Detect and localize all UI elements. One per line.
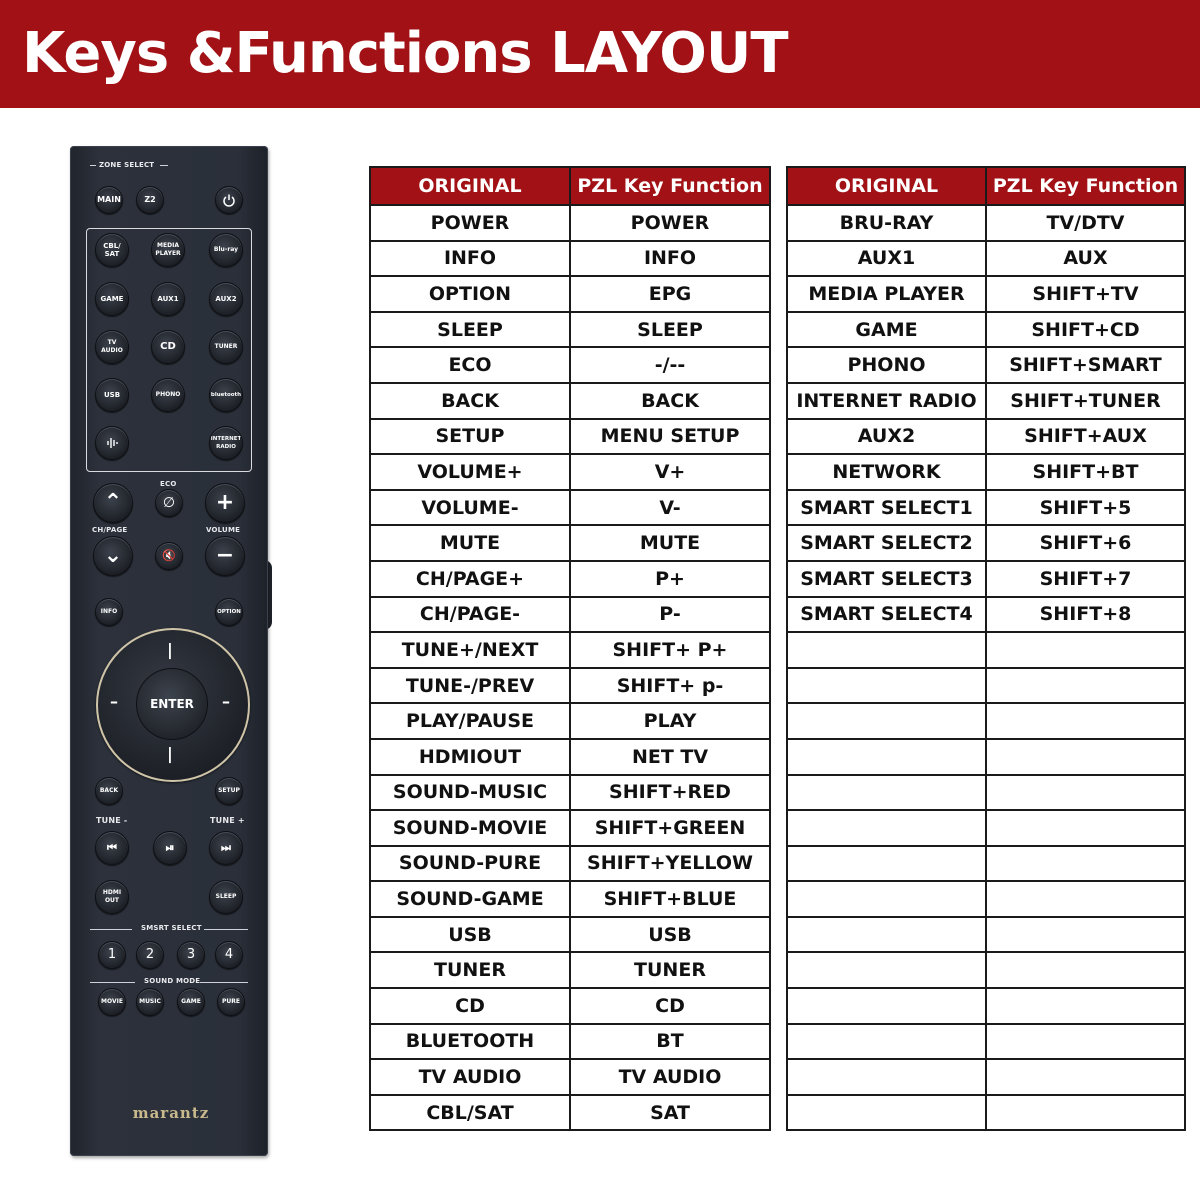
table-row [370, 312, 770, 348]
music-button[interactable]: MUSIC [136, 988, 164, 1016]
media-player-button[interactable]: MEDIA PLAYER [151, 233, 185, 267]
play-pause-icon: ⏯ [165, 841, 175, 854]
original-key-cell [787, 1059, 986, 1095]
original-key-cell: SOUND-MUSIC [370, 775, 570, 811]
pzl-function-cell [986, 810, 1185, 846]
pzl-function-cell: EPG [570, 276, 770, 312]
table-row [787, 703, 1185, 739]
original-key-cell [787, 988, 986, 1024]
original-key-cell: BLUETOOTH [370, 1024, 570, 1060]
sound-mode-line-left [90, 982, 135, 983]
pzl-function-cell: AUX [986, 241, 1185, 277]
smart-select-label: SMSRT SELECT [141, 924, 202, 932]
pzl-function-cell: SHIFT+ p- [570, 668, 770, 704]
pzl-function-cell: SHIFT+7 [986, 561, 1185, 597]
original-key-cell: SOUND-GAME [370, 881, 570, 917]
original-key-cell: BRU-RAY [787, 205, 986, 241]
pzl-function-cell: V+ [570, 454, 770, 490]
skip-back-icon: ⏮ [107, 841, 117, 854]
chevron-down-icon: ⌄ [103, 543, 123, 568]
table-row [370, 1059, 770, 1095]
pzl-function-cell: MUTE [570, 525, 770, 561]
original-key-cell [787, 668, 986, 704]
ch-page-label: CH/PAGE [92, 526, 128, 534]
zone-select-line-right [160, 165, 168, 166]
main-button[interactable]: MAIN [95, 186, 123, 214]
ch-page-down-button[interactable] [93, 536, 133, 576]
dpad-up[interactable]: | [167, 640, 173, 659]
table-row [370, 383, 770, 419]
table-row [370, 881, 770, 917]
table-body-left [370, 205, 770, 1130]
mute-button[interactable] [155, 542, 183, 570]
original-key-cell: TV AUDIO [370, 1059, 570, 1095]
back-button[interactable]: BACK [95, 777, 123, 805]
eco-label: ECO [160, 480, 177, 488]
table-row [787, 988, 1185, 1024]
pzl-function-cell: POWER [570, 205, 770, 241]
original-key-cell: USB [370, 917, 570, 953]
original-key-cell [787, 739, 986, 775]
pzl-function-cell: SHIFT+6 [986, 525, 1185, 561]
key-map-table-right [786, 166, 1186, 1131]
table-row [370, 241, 770, 277]
original-key-cell [787, 881, 986, 917]
table-row [787, 810, 1185, 846]
pzl-function-cell: P+ [570, 561, 770, 597]
tv-audio-button[interactable]: TV AUDIO [95, 330, 129, 364]
setup-button[interactable]: SETUP [215, 777, 243, 805]
previous-button[interactable] [95, 831, 129, 865]
pzl-function-cell [986, 917, 1185, 953]
pzl-function-cell [986, 846, 1185, 882]
table-row [787, 347, 1185, 383]
original-key-cell: GAME [787, 312, 986, 348]
original-key-cell: AUX2 [787, 419, 986, 455]
table-row [787, 739, 1185, 775]
table-row [787, 775, 1185, 811]
pzl-function-cell [986, 988, 1185, 1024]
table-row [787, 1095, 1185, 1131]
leaf-icon: ∅ [162, 495, 176, 511]
power-button[interactable] [215, 186, 243, 214]
page-title: Keys &Functions LAYOUT [22, 21, 788, 86]
pzl-function-cell: PLAY [570, 703, 770, 739]
pzl-function-cell: SHIFT+TV [986, 276, 1185, 312]
table-row [787, 1059, 1185, 1095]
play-pause-button[interactable] [153, 831, 187, 865]
table-row [787, 1024, 1185, 1060]
table-row [787, 632, 1185, 668]
table-row [370, 347, 770, 383]
original-key-cell: INTERNET RADIO [787, 383, 986, 419]
original-key-cell [787, 632, 986, 668]
hdmi-out-button[interactable]: HDMI OUT [95, 880, 129, 914]
sleep-button[interactable]: SLEEP [209, 880, 243, 914]
table-row [370, 739, 770, 775]
pzl-function-cell: USB [570, 917, 770, 953]
pzl-function-cell: SHIFT+GREEN [570, 810, 770, 846]
z2-button[interactable]: Z2 [136, 186, 164, 214]
pzl-function-cell: P- [570, 597, 770, 633]
pzl-function-cell: SHIFT+5 [986, 490, 1185, 526]
original-key-cell: SMART SELECT1 [787, 490, 986, 526]
original-key-cell [787, 775, 986, 811]
aux1-button[interactable]: AUX1 [151, 282, 185, 316]
smart-select-line-left [90, 929, 132, 930]
table-row [787, 561, 1185, 597]
original-key-cell [787, 846, 986, 882]
original-key-cell: CH/PAGE+ [370, 561, 570, 597]
pzl-function-cell: SHIFT+YELLOW [570, 846, 770, 882]
blu-ray-button[interactable]: Blu-ray [209, 233, 243, 267]
table-row [787, 383, 1185, 419]
smart-select-3-button[interactable]: 3 [177, 941, 205, 969]
zone-select-label: ZONE SELECT [99, 161, 155, 169]
pzl-function-cell: BACK [570, 383, 770, 419]
volume-down-button[interactable] [205, 536, 245, 576]
original-key-cell: NETWORK [787, 454, 986, 490]
table-row [370, 917, 770, 953]
pzl-function-cell: SHIFT+RED [570, 775, 770, 811]
sound-mode-line-right [200, 982, 248, 983]
pzl-function-cell [986, 1024, 1185, 1060]
table-body-right [787, 205, 1185, 1130]
original-key-cell: POWER [370, 205, 570, 241]
volume-label: VOLUME [206, 526, 241, 534]
pzl-function-cell: SLEEP [570, 312, 770, 348]
original-key-cell: TUNER [370, 952, 570, 988]
dpad-left[interactable]: – [110, 692, 118, 711]
pzl-function-cell: SHIFT+BT [986, 454, 1185, 490]
original-key-cell: TUNE-/PREV [370, 668, 570, 704]
game-button[interactable]: GAME [95, 282, 129, 316]
original-key-cell: SLEEP [370, 312, 570, 348]
chevron-up-icon: ⌃ [103, 490, 123, 515]
pzl-function-cell: BT [570, 1024, 770, 1060]
heos-icon [104, 435, 120, 451]
pzl-function-cell: TV/DTV [986, 205, 1185, 241]
pzl-function-cell: TV AUDIO [570, 1059, 770, 1095]
option-button[interactable]: OPTION [215, 598, 243, 626]
smart-select-2-button[interactable]: 2 [136, 941, 164, 969]
column-header-original: ORIGINAL [370, 167, 570, 205]
original-key-cell [787, 703, 986, 739]
table-row [787, 490, 1185, 526]
table-row [787, 454, 1185, 490]
table-row [370, 454, 770, 490]
original-key-cell: SOUND-PURE [370, 846, 570, 882]
movie-button[interactable]: MOVIE [98, 988, 126, 1016]
original-key-cell: SOUND-MOVIE [370, 810, 570, 846]
pzl-function-cell [986, 739, 1185, 775]
table-row [787, 241, 1185, 277]
original-key-cell: HDMIOUT [370, 739, 570, 775]
table-row [787, 881, 1185, 917]
table-row [370, 775, 770, 811]
tune-minus-label: TUNE - [96, 816, 128, 825]
info-button[interactable]: INFO [95, 598, 123, 626]
pzl-function-cell: SHIFT+CD [986, 312, 1185, 348]
internet-radio-button[interactable]: INTERNET RADIO [209, 426, 243, 460]
original-key-cell [787, 810, 986, 846]
game-mode-button[interactable]: GAME [177, 988, 205, 1016]
original-key-cell: AUX1 [787, 241, 986, 277]
table-row [370, 276, 770, 312]
brand-logo: marantz [132, 1104, 210, 1122]
original-key-cell: VOLUME+ [370, 454, 570, 490]
usb-button[interactable]: USB [95, 378, 129, 412]
table-row [787, 597, 1185, 633]
table-row [787, 205, 1185, 241]
original-key-cell: BACK [370, 383, 570, 419]
pzl-function-cell: V- [570, 490, 770, 526]
original-key-cell: SMART SELECT2 [787, 525, 986, 561]
tune-plus-label: TUNE + [210, 816, 245, 825]
table-row [370, 668, 770, 704]
aux2-button[interactable]: AUX2 [209, 282, 243, 316]
pzl-function-cell [986, 703, 1185, 739]
table-row [370, 205, 770, 241]
ch-page-up-button[interactable] [93, 483, 133, 523]
pzl-function-cell [986, 1095, 1185, 1131]
cbl-sat-button[interactable]: CBL/ SAT [95, 233, 129, 267]
original-key-cell: CBL/SAT [370, 1095, 570, 1131]
minus-icon: − [215, 543, 235, 568]
original-key-cell: VOLUME- [370, 490, 570, 526]
pzl-function-cell: SHIFT+AUX [986, 419, 1185, 455]
table-row [787, 419, 1185, 455]
table-row [787, 917, 1185, 953]
pure-button[interactable]: PURE [217, 988, 245, 1016]
original-key-cell: SMART SELECT4 [787, 597, 986, 633]
table-row [370, 988, 770, 1024]
dpad-right[interactable]: – [222, 692, 230, 711]
heos-button[interactable] [95, 426, 129, 460]
pzl-function-cell [986, 952, 1185, 988]
original-key-cell: PHONO [787, 347, 986, 383]
table-row [787, 276, 1185, 312]
pzl-function-cell [986, 1059, 1185, 1095]
sound-mode-label: SOUND MODE [144, 977, 201, 985]
original-key-cell: SMART SELECT3 [787, 561, 986, 597]
table-row [370, 846, 770, 882]
pzl-function-cell [986, 632, 1185, 668]
smart-select-4-button[interactable]: 4 [215, 941, 243, 969]
cd-button[interactable]: CD [151, 330, 185, 364]
table-row [787, 312, 1185, 348]
table-row [370, 1024, 770, 1060]
pzl-function-cell: SHIFT+TUNER [986, 383, 1185, 419]
power-icon [222, 193, 236, 207]
tuner-button[interactable]: TUNER [209, 330, 243, 364]
volume-up-button[interactable] [205, 483, 245, 523]
table-row [370, 1095, 770, 1131]
table-row [370, 810, 770, 846]
original-key-cell: ECO [370, 347, 570, 383]
pzl-function-cell: MENU SETUP [570, 419, 770, 455]
original-key-cell [787, 917, 986, 953]
column-header-original: ORIGINAL [787, 167, 986, 205]
original-key-cell: OPTION [370, 276, 570, 312]
pzl-function-cell: INFO [570, 241, 770, 277]
original-key-cell: TUNE+/NEXT [370, 632, 570, 668]
table-row [370, 419, 770, 455]
column-header-pzl-function: PZL Key Function [570, 167, 770, 205]
skip-forward-icon: ⏭ [221, 841, 231, 854]
table-row [370, 952, 770, 988]
original-key-cell: MEDIA PLAYER [787, 276, 986, 312]
table-row [370, 525, 770, 561]
zone-select-line-left [90, 165, 96, 166]
original-key-cell [787, 1024, 986, 1060]
mute-icon: 🔇 [162, 549, 176, 562]
table-row [370, 597, 770, 633]
original-key-cell: CH/PAGE- [370, 597, 570, 633]
column-header-pzl-function: PZL Key Function [986, 167, 1185, 205]
table-row [787, 846, 1185, 882]
original-key-cell: INFO [370, 241, 570, 277]
original-key-cell: MUTE [370, 525, 570, 561]
pzl-function-cell: TUNER [570, 952, 770, 988]
pzl-function-cell: SAT [570, 1095, 770, 1131]
pzl-function-cell: SHIFT+ P+ [570, 632, 770, 668]
pzl-function-cell: NET TV [570, 739, 770, 775]
table-row [370, 703, 770, 739]
original-key-cell: SETUP [370, 419, 570, 455]
key-map-table-left [369, 166, 771, 1131]
pzl-function-cell: CD [570, 988, 770, 1024]
original-key-cell [787, 1095, 986, 1131]
pzl-function-cell [986, 775, 1185, 811]
pzl-function-cell: SHIFT+BLUE [570, 881, 770, 917]
next-button[interactable] [209, 831, 243, 865]
phono-button[interactable]: PHONO [151, 378, 185, 412]
table-row [787, 952, 1185, 988]
eco-button[interactable] [155, 489, 183, 517]
table-row [370, 490, 770, 526]
pzl-function-cell: SHIFT+8 [986, 597, 1185, 633]
original-key-cell [787, 952, 986, 988]
table-row [370, 632, 770, 668]
plus-icon: + [215, 490, 235, 515]
dpad-down[interactable]: | [167, 744, 173, 763]
original-key-cell: PLAY/PAUSE [370, 703, 570, 739]
table-row [787, 525, 1185, 561]
header-banner [0, 0, 1200, 108]
pzl-function-cell [986, 668, 1185, 704]
original-key-cell: CD [370, 988, 570, 1024]
table-row [370, 561, 770, 597]
pzl-function-cell: SHIFT+SMART [986, 347, 1185, 383]
enter-button[interactable]: ENTER [136, 668, 208, 740]
table-row [787, 668, 1185, 704]
smart-select-line-right [204, 929, 248, 930]
bluetooth-button[interactable]: bluetooth [209, 378, 243, 412]
smart-select-1-button[interactable]: 1 [98, 941, 126, 969]
pzl-function-cell [986, 881, 1185, 917]
pzl-function-cell: -/-- [570, 347, 770, 383]
